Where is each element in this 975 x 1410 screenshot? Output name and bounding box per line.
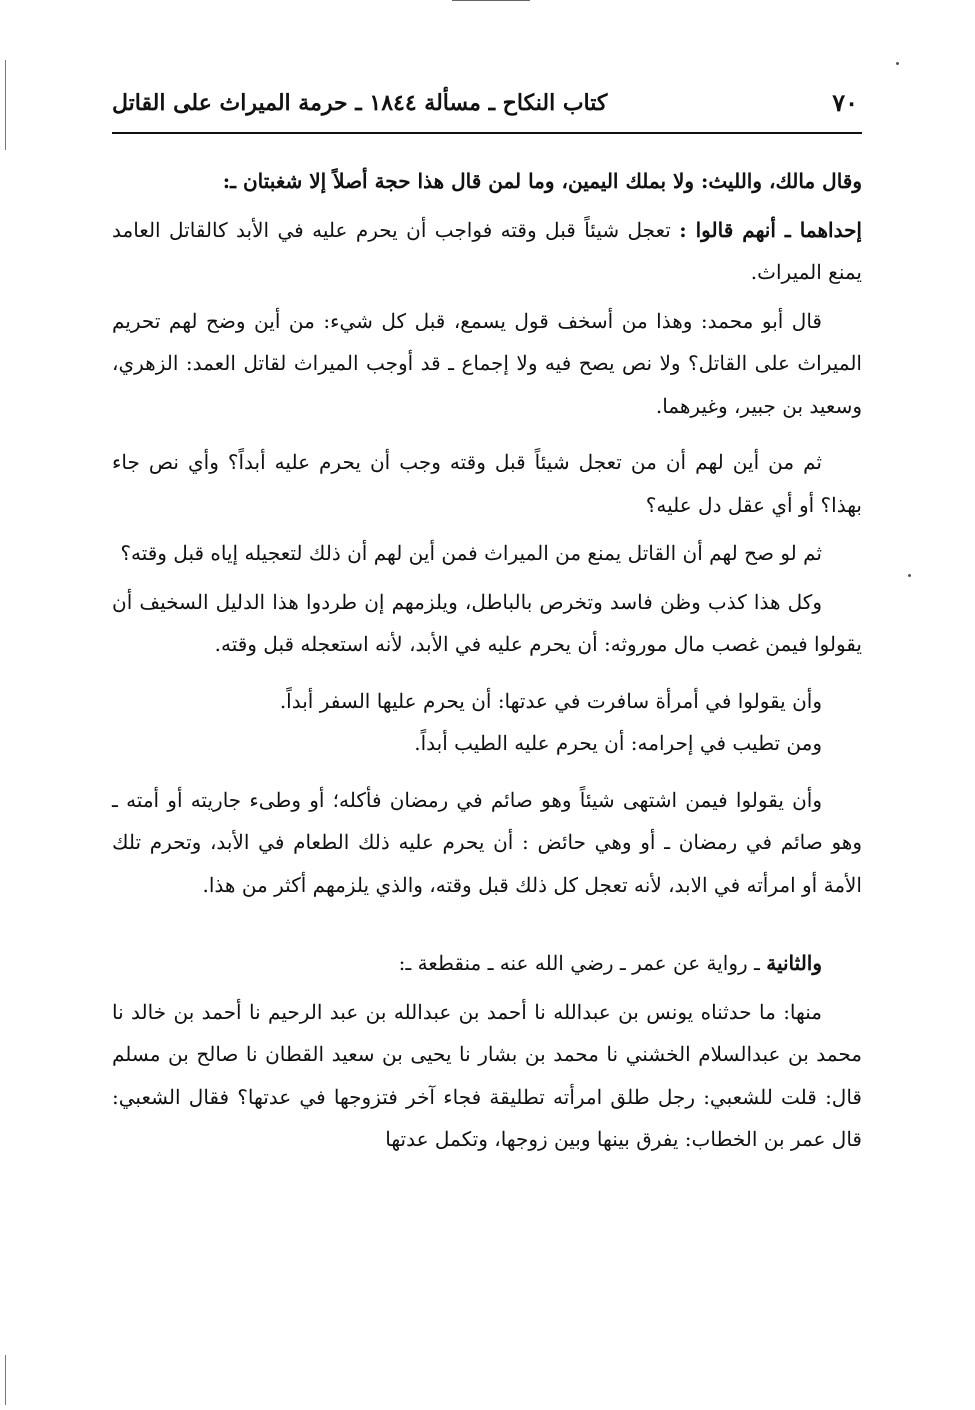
- paragraph: وكل هذا كذب وظن فاسد وتخرص بالباطل، ويلزمهم إن طردوا هذا الدليل السخيف أن يقولوا فيمن غصب مال موروثه: أن يحرم عليه في الأبد، لأنه استعجله قبل وقته.: [112, 589, 862, 656]
- paragraph: [112, 209, 862, 294]
- paragraph: منها: ما حدثناه يونس بن عبدالله نا أحمد بن عبدالله بن عبد الرحيم نا أحمد بن خالد نا محمد بن عبدالسلام الخشني نا محمد بن بشار نا يحيى بن سعيد القطان نا صالح بن مسلم قال: قلت للشعبي: رجل طلق امرأته تطليقة فجاء آخر فتزوجها في عدتها؟ فقال الشعبي: قال عمر بن الخطاب: يفرق بينها وبين زوجها، وتكمل عدتها: [112, 999, 862, 1151]
- paragraph-lead: والثانية: [766, 951, 822, 975]
- page-edge-mark: [5, 1355, 6, 1405]
- page-edge-mark: [5, 60, 6, 150]
- paragraph-text: ـ رواية عن عمر ـ رضي الله عنه ـ منقطعة ـ:: [398, 951, 767, 975]
- paragraph: ومن تطيب في إحرامه: أن يحرم عليه الطيب أبداً.: [414, 731, 822, 755]
- running-title: كتاب النكاح ـ مسألة ١٨٤٤ ـ حرمة الميراث على القاتل: [112, 90, 608, 116]
- scan-speck: [896, 62, 899, 65]
- top-edge-line: [452, 0, 530, 1]
- page-body: [112, 160, 862, 1161]
- paragraph-lead: إحداهما ـ أنهم قالوا :: [679, 217, 862, 242]
- paragraph: [112, 942, 862, 985]
- paragraph: ثم لو صح لهم أن القاتل يمنع من الميراث فمن أين لهم أن ذلك لتعجيله إياه قبل وقته؟: [120, 541, 822, 565]
- paragraph: [112, 160, 862, 203]
- paragraph: وأن يقولوا فيمن اشتهى شيئاً وهو صائم في رمضان فأكله؛ أو وطىء جاريته أو أمته ـ وهو صائم في رمضان ـ أو وهي حائض : أن يحرم عليه ذلك الطعام في الأبد، وتحرم تلك الأمة أو امرأته في الابد، لأنه تعجل كل ذلك قبل وقته، والذي يلزمهم أكثر من هذا.: [112, 787, 862, 897]
- paragraph-text: تعجل شيئاً قبل وقته فواجب أن يحرم عليه في الأبد كالقاتل العامد يمنع الميراث.: [112, 217, 862, 284]
- paragraph: قال أبو محمد: وهذا من أسخف قول يسمع، قبل كل شيء: من أين وضح لهم تحريم الميراث على القاتل؟ ولا نص يصح فيه ولا إجماع ـ قد أوجب الميراث لقاتل العمد: الزهري، وسعيد بن جبير، وغيرهما.: [112, 308, 862, 418]
- page-number: ٧٠: [832, 88, 858, 117]
- paragraph-text: وقال مالك، والليث: ولا بملك اليمين، وما لمن قال هذا حجة أصلاً إلا شغبتان ـ:: [222, 169, 862, 193]
- page-header: [112, 84, 862, 134]
- scan-speck: [908, 574, 911, 577]
- paragraph: ثم من أين لهم أن من تعجل شيئاً قبل وقته وجب أن يحرم عليه أبداً؟ وأي نص جاء بهذا؟ أو أي عقل دل عليه؟: [112, 450, 862, 517]
- paragraph: وأن يقولوا في أمرأة سافرت في عدتها: أن يحرم عليها السفر أبداً.: [279, 688, 822, 713]
